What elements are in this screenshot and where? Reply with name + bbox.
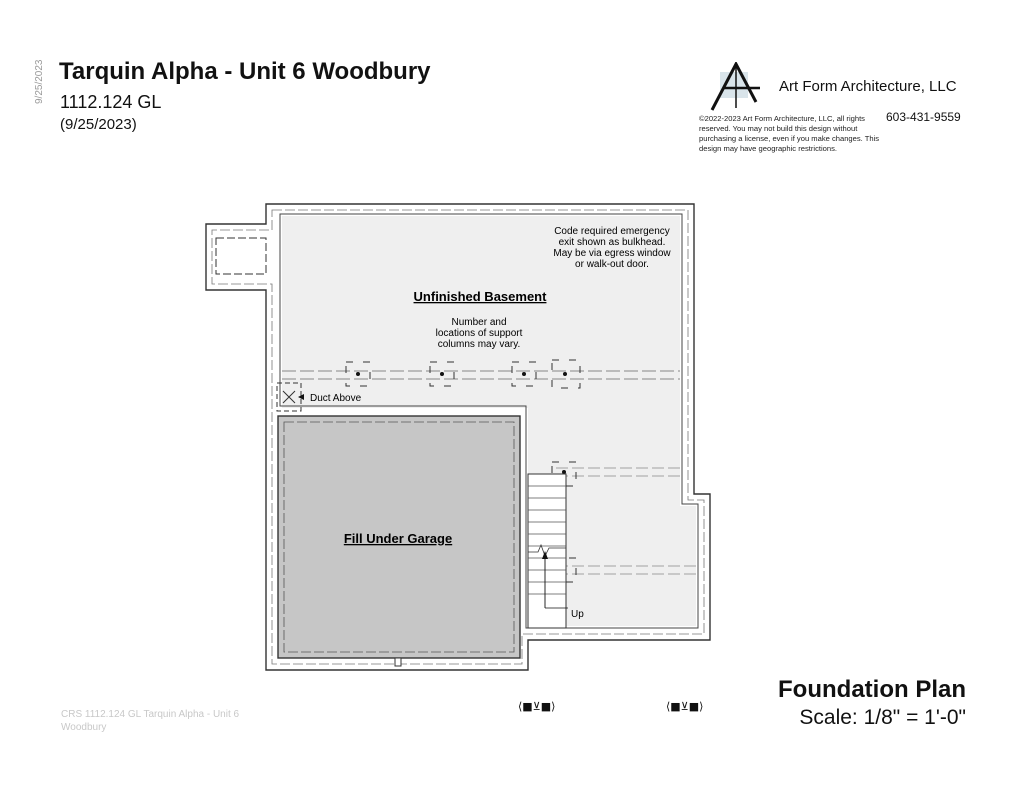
columns-note-line: columns may vary.	[437, 339, 521, 350]
copyright-notice: ©2022-2023 Art Form Architecture, LLC, all rights reserved. You may not build this design without purchasing a license, even if you make changes. This design may have geographic restrictions.	[699, 114, 880, 153]
file-watermark: CRS 1112.124 GL Tarquin Alpha - Unit 6 Woodbury	[61, 709, 240, 733]
section-marker	[518, 700, 703, 713]
plan-number: 1112.124 GL	[60, 92, 162, 112]
columns-note-line: Number and	[451, 317, 507, 328]
basement-label: Unfinished Basement	[413, 289, 547, 304]
svg-text:⟨■⊻■⟩: ⟨■⊻■⟩	[666, 700, 704, 713]
garage-door-pier	[395, 658, 401, 666]
svg-text:⟨■⊻■⟩: ⟨■⊻■⟩	[518, 700, 556, 713]
firm-name: Art Form Architecture, LLC	[779, 78, 957, 95]
columns-note-line: locations of support	[435, 328, 523, 339]
stairway	[528, 474, 566, 628]
emergency-note-line: Code required emergency	[554, 226, 670, 237]
drawing-title: Foundation Plan	[778, 676, 966, 703]
plan-date: (9/25/2023)	[60, 116, 137, 133]
emergency-note-line: or walk-out door.	[575, 259, 649, 270]
stair-up-label: Up	[571, 609, 584, 620]
drawing-scale: Scale: 1/8" = 1'-0"	[799, 706, 966, 729]
vertical-date-stamp: 9/25/2023	[34, 59, 45, 104]
emergency-note-line: May be via egress window	[553, 248, 671, 259]
plan-title: Tarquin Alpha - Unit 6 Woodbury	[59, 58, 431, 85]
firm-phone: 603-431-9559	[886, 110, 961, 124]
garage-label: Fill Under Garage	[343, 531, 453, 546]
bulkhead	[216, 238, 266, 274]
emergency-note-line: exit shown as bulkhead.	[558, 237, 666, 248]
duct-label: Duct Above	[310, 393, 362, 404]
